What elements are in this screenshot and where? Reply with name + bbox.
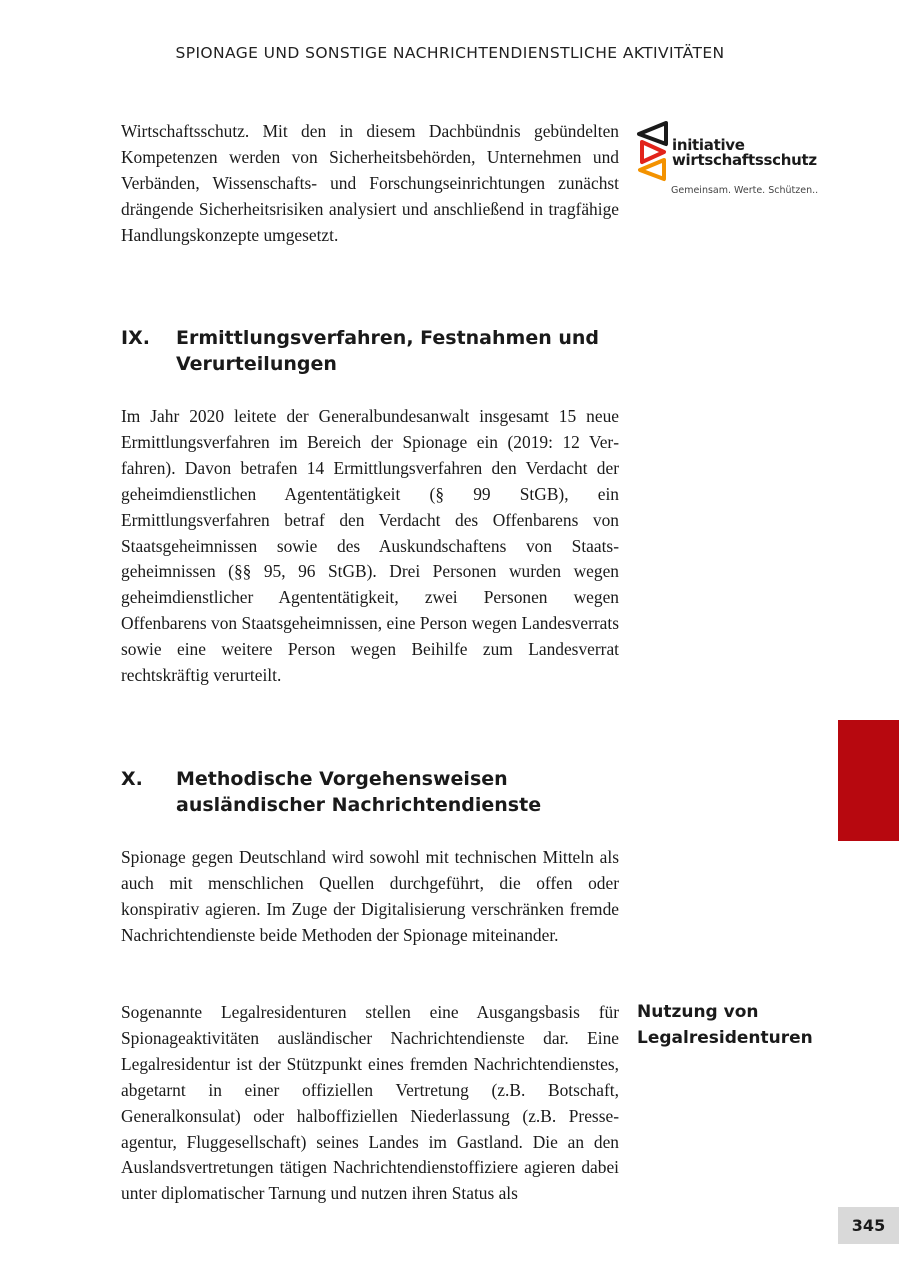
- margin-note: [637, 999, 837, 1051]
- section-x-number: X.: [121, 768, 143, 790]
- section-ix-paragraph: Im Jahr 2020 leitete der Generalbundesanwalt insgesamt 15 neue Ermittlungsverfahren im Bereich der Spionage ein (2019: 12 Verfahren). Davon betrafen 14 Ermittlungsverfahren den Verdacht der geheimdienstlichen Agententätigkeit (§ 99 StGB), ein Ermittlungsverfahren betraf den Verdacht des Offenbarens von Staatsgeheimnissen sowie des Auskundschaftens von Staatsgeheimnissen (§§ 95, 96 StGB). Drei Personen wurden wegen geheimdienstlicher Agententätigkeit, zwei Personen wegen Offenbarens von Staatsgeheimnissen, eine Person wegen Landesverrats sowie eine weitere Person wegen Beihilfe zum Landesverrat rechtskräftig verurteilt.: [121, 406, 619, 686]
- margin-note-line-1: Nutzung von: [637, 1002, 759, 1022]
- section-ix-heading: [121, 325, 621, 377]
- initiative-wirtschaftsschutz-logo: [636, 120, 826, 205]
- page-number: 345: [838, 1207, 899, 1244]
- intro-paragraph: Wirtschaftsschutz. Mit den in diesem Dachbündnis gebündelten Kompetenzen werden von Sicherheitsbehörden, Unternehmen und Verbänden, Wissenschafts- und Forschungseinrichtungen zunächst drängende Sicherheitsrisiken analysiert und anschließend in tragfähige Handlungskonzepte umgesetzt.: [121, 121, 619, 245]
- section-ix-title: Ermittlungsverfahren, Festnahmen und Verurteilungen: [176, 327, 600, 375]
- running-header: SPIONAGE UND SONSTIGE NACHRICHTENDIENSTLICHE AKTIVITÄTEN: [175, 44, 725, 62]
- section-x-paragraph-2: Sogenannte Legalresidenturen stellen eine Ausgangsbasis für Spionageaktivitäten ausländischer Nachrichtendienste dar. Eine Legalresidentur ist der Stützpunkt eines fremden Nachrichtendienstes, abgetarnt in einer offiziellen Vertretung (z.B. Botschaft, Generalkonsulat) oder halboffiziellen Niederlassung (z.B. Presseagentur, Fluggesellschaft) seines Landes im Gastland. Die an den Auslandsvertretungen tätigen Nachrichtendienstoffiziere agieren dabei unter diplomatischer Tarnung und nutzen ihren Status als: [121, 1002, 619, 1204]
- section-x-heading: [121, 766, 621, 818]
- chapter-tab-marker: [838, 720, 899, 841]
- section-ix-number: IX.: [121, 327, 150, 349]
- logo-triangles-icon: [636, 120, 672, 182]
- logo-line-wirtschaftsschutz: wirtschaftsschutz: [672, 151, 817, 169]
- logo-line-initiative: initiative: [672, 136, 745, 154]
- margin-note-line-2: Legalresidenturen: [637, 1028, 813, 1048]
- section-x-paragraph-1: Spionage gegen Deutschland wird sowohl mit technischen Mitteln als auch mit menschlichen Quellen durchgeführt, die offen oder konspirativ agieren. Im Zuge der Digitalisierung verschränken fremde Nachrichtendienste beide Methoden der Spionage miteinander.: [121, 847, 619, 945]
- logo-tagline: Gemeinsam. Werte. Schützen..: [671, 185, 819, 196]
- section-x-title: Methodische Vorgehensweisen ausländischer Nachrichtendienste: [176, 768, 542, 816]
